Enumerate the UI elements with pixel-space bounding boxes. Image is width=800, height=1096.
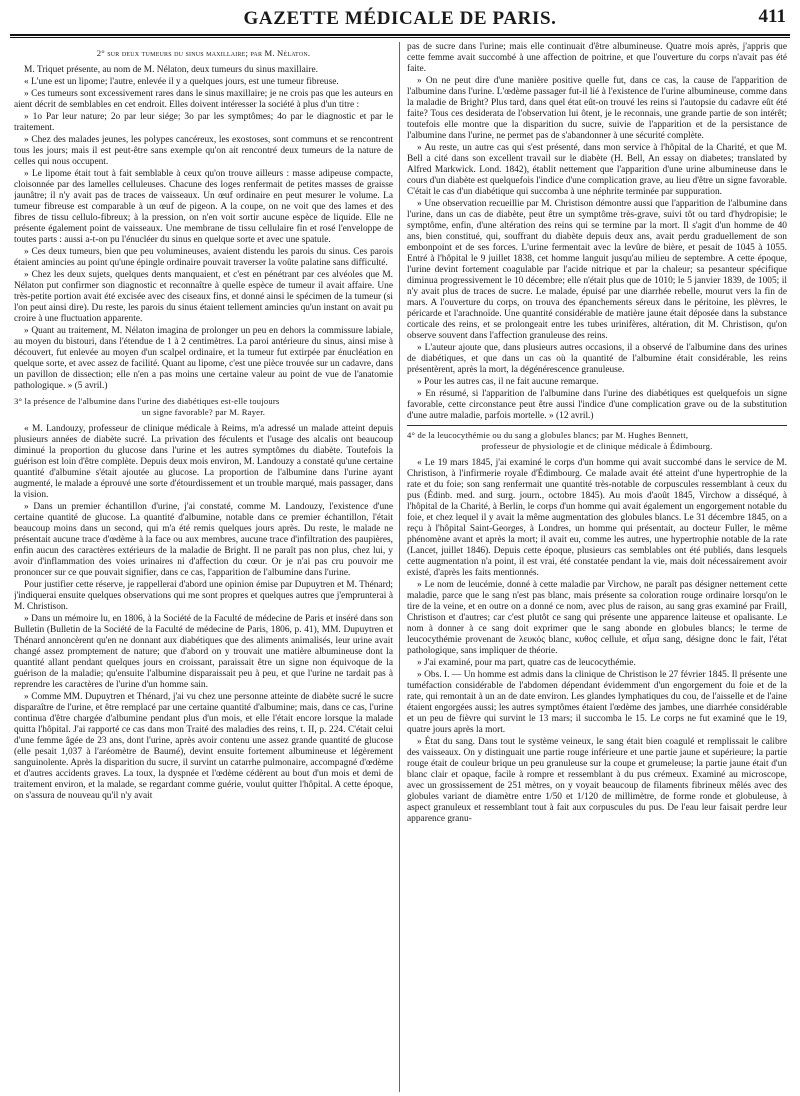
paragraph: » J'ai examiné, pour ma part, quatre cas de leucocythémie. xyxy=(417,658,636,668)
paragraph: pas de sucre dans l'urine; mais elle continuait d'être albumineuse. Quatre mois après, j'appris que cette femme avait succombé à une affection de poitrine, et que l'ouverture du corps n'avait pas été faite. xyxy=(407,42,787,74)
paragraph: M. Triquet présente, au nom de M. Nélaton, deux tumeurs du sinus maxillaire. xyxy=(24,65,318,75)
section-3-heading-line-1: 3° la présence de l'albumine dans l'urine des diabétiques est-elle toujours xyxy=(14,396,280,406)
section-3-heading-line-2: un signe favorable? par M. Rayer. xyxy=(141,407,266,417)
journal-title: GAZETTE MÉDICALE DE PARIS. xyxy=(243,8,557,29)
paragraph: » Dans un mémoire lu, en 1806, à la Société de la Faculté de médecine de Paris et inséré dans son Bulletin (Bulletin de la Société de la Faculté de médecine de Paris, 1806, p. 41), MM. Dupuytren et Thénard annoncèrent qu'en ne donnant aux diabétiques que des aliments animalisés, leur urine avait changé assez promptement de nature; que d'abord on y trouvait une matière albumineuse dont la quantité allant pendant quelques jours en croissant, paraissait être un signe non équivoque de la guérison de la maladie; qu'ensuite l'albumine disparaissait peu à peu, et que l'urine ne tardait pas à reprendre les caractères de l'urine d'un homme sain. xyxy=(14,614,393,690)
paragraph: » Pour les autres cas, il ne fait aucune remarque. xyxy=(417,377,599,387)
paragraph: » Ces tumeurs sont excessivement rares dans le sinus maxillaire; je ne crois pas que les auteurs en aient décrit de semblables en cet endroit. Elles doivent intéresser la société à plus d'un titre : xyxy=(14,89,393,110)
paragraph: » Chez des malades jeunes, les polypes cancéreux, les exostoses, sont communs et se rencontrent tous les jours; mais il est peut-être sans exemple qu'on ait rencontré deux tumeurs de la nature de celles qui nous occupent. xyxy=(14,135,393,167)
paragraph: « Le 19 mars 1845, j'ai examiné le corps d'un homme qui avait succombé dans le service de M. Christison, à l'infirmerie royale d'Édimbourg. Ce malade avait été atteint d'une hypertrophie de la rate et du foie; son sang renfermait une quantité très-notable de corpuscules ressemblant à ceux du pus (Édinb. med. and surg. journ., octobre 1845). Au mois d'août 1845, Virchow a disséqué, à l'hôpital de la Charité, à Berlin, le corps d'un homme qui avait également un engorgement notable du foie, et chez lequel il y avait la même augmentation des globules blancs. Le 31 décembre 1845, on a reçu à l'hôpital Saint-Georges, à Londres, un homme qui présentait, au docteur Fuller, le même phénomène avant et après la mort; il avait eu, comme les autres, une hypertrophie notable de la rate (Lancet, juillet 1846). Depuis cette époque, plusieurs cas semblables ont été publiés, dans lesquels cette augmentation n'a point, il est vrai, été constatée pendant la vie, mais doit nécessairement avoir existé, d'après les faits mentionnés. xyxy=(407,458,787,578)
section-4-heading xyxy=(407,430,787,452)
paragraph: « L'une est un lipome; l'autre, enlevée il y a quelques jours, est une tumeur fibreuse. xyxy=(24,77,339,87)
paragraph: » 1o Par leur nature; 2o par leur siége; 3o par les symptômes; 4o par le diagnostic et par le traitement. xyxy=(14,112,393,133)
paragraph: » État du sang. Dans tout le système veineux, le sang était bien coagulé et remplissait le calibre des vaisseaux. On y distinguait une partie rouge inférieure et une partie jaune et supérieure; la partie rouge était de couleur brique un peu granuleuse sur la coupe et grumeleuse; la partie jaune était d'un blanc clair et opaque, facile à rompre et ressemblant à du pus crémeux. Examiné au microscope, avec un grossissement de 251 mètres, on y voyait beaucoup de filaments fibrineux mêlés avec des globules variant de diamètre entre 1/50 et 1/120 de millimètre, de forme ronde et globuleuse, à aspect granuleux et ressemblant tout à fait aux corpuscules du pus. De l'eau leur faisait perdre leur apparence granu- xyxy=(407,737,787,824)
paragraph: » Dans un premier échantillon d'urine, j'ai constaté, comme M. Landouzy, l'existence d'une certaine quantité de glucose. La quantité d'albumine, notable dans ce premier échantillon, l'était beaucoup moins dans un second, qui m'a été remis quelques jours après. Du reste, le malade ne présentait aucune trace d'œdème à la face ou aux membres, aucune trace d'infiltration des paupières, enfin aucun des caractères extérieurs de la maladie de Bright. Il ne paraît pas non plus, chez lui, y avoir d'inflammation des voies urinaires ni d'affection du cœur. Or je n'ai pas cru pouvoir me prononcer sur ce que pouvait signifier, dans ce cas, l'apparition de l'albumine dans l'urine. xyxy=(14,502,393,578)
section-2-heading-text: 2° sur deux tumeurs du sinus maxillaire; par M. Nélaton. xyxy=(96,48,311,58)
paragraph: » Obs. I. — Un homme est admis dans la clinique de Christison le 27 février 1845. Il présente une tuméfaction considérable de l'abdomen dépendant évidemment d'un engorgement du foie et de la rate, qui remontait à un an de date environ. Les glandes lymphatiques du cou, de l'aisselle et de l'aine étaient engorgées aussi; les autres symptômes étaient l'œdème des jambes, une diarrhée considérable et un peu de fièvre qui survint le 13 mars; il succomba le 15. Le corps ne fut examiné que le 19, quatre jours après la mort. xyxy=(407,670,787,735)
paragraph: » Comme MM. Dupuytren et Thénard, j'ai vu chez une personne atteinte de diabète sucré le sucre disparaître de l'urine, et être remplacé par une certaine quantité d'albumine; mais, dans ce cas, l'urine continua d'être chargée d'albumine pendant plus d'un mois, et elle l'était encore lorsque la malade quitta l'hôpital. J'ai rapporté ce cas dans mon Traité des maladies des reins, t. II, p. 224. C'était celui d'une femme âgée de 23 ans, dont l'urine, après avoir contenu une assez grande quantité de glucose (elle pesait 1,037 à l'aréomètre de Baumé), devint ensuite fortement albumineuse et légèrement sanguinolente. Après la disparition du sucre, il survint un catarrhe pulmonaire, accompagné d'œdème et d'autres accidents graves. La toux, la dyspnée et l'œdème cédèrent au bout d'un mois et demi de traitement environ, et la malade, se regardant comme guérie, voulut quitter l'hôpital. A cette époque, on s'assura de nouveau qu'il n'y avait xyxy=(14,692,393,801)
right-column xyxy=(407,42,787,1092)
left-column xyxy=(14,42,393,1092)
section-4-heading-line-1: 4° de la leucocythémie ou du sang a globules blancs; par M. Hughes Bennett, xyxy=(407,430,689,440)
header-rule xyxy=(10,34,790,38)
paragraph: « M. Landouzy, professeur de clinique médicale à Reims, m'a adressé un malade atteint depuis plusieurs années de diabète sucré. La privation des féculents et l'usage des alcalis ont beaucoup diminué la proportion du glucose dans l'urine et les autres symptômes du diabète. Toutefois la guérison est loin d'être complète. Depuis deux mois environ, M. Landouzy a constaté qu'une certaine quantité d'albumine s'était ajoutée au glucose. La proportion de l'albumine dans l'urine ayant augmenté, le malade a éprouvé une sorte d'étourdissement et un trouble marqué, mais passager, dans la vision. xyxy=(14,424,393,500)
paragraph: » L'auteur ajoute que, dans plusieurs autres occasions, il a observé de l'albumine dans des urines de diabétiques, et que dans un cas où la quantité de l'albumine était considérable, les reins présentèrent, après la mort, la dégénérescence granuleuse. xyxy=(407,343,787,375)
paragraph: » En résumé, si l'apparition de l'albumine dans l'urine des diabétiques est quelquefois un signe favorable, cette circonstance peut être aussi l'indice d'une complication grave ou de la substitution d'une autre maladie, parfois mortelle. » (12 avril.) xyxy=(407,389,787,421)
paragraph: » Ces deux tumeurs, bien que peu volumineuses, avaient distendu les parois du sinus. Ces parois étaient amincies au point qu'une épingle ordinaire pouvait traverser la voûte palatine sans difficulté. xyxy=(14,247,393,268)
paragraph: » Le nom de leucémie, donné à cette maladie par Virchow, ne paraît pas désigner nettement cette maladie, parce que le sang n'est pas blanc, mais présente sa coloration rouge ordinaire lorsqu'on le tire de la veine, et en outre on a donné ce nom, avec plus de raison, au sang gras examiné par Fraill, Christison et d'autres; car c'est plutôt ce sang qui présente une apparence laiteuse et opalisante. Le nom à donner à ce sang doit exprimer que le sang abonde en globules blancs; le terme de leucocythémie provenant de λευκός blanc, κυθος cellule, et αἷμα sang, désigne donc le fait, l'état pathologique, sans impliquer de théorie. xyxy=(407,580,787,656)
paragraph: » Chez les deux sujets, quelques dents manquaient, et c'est en pénétrant par ces alvéoles que M. Nélaton put confirmer son diagnostic et reconnaître à quelle espèce de tumeur il avait affaire. Une très-petite portion avait été excisée avec des ciseaux fins, et donné ainsi le spécimen de la tumeur (si l'on peut ainsi dire). Du reste, les parois du sinus étaient tellement amincies qu'un instant on avait pu croire à une fluctuation apparente. xyxy=(14,270,393,324)
section-2-heading xyxy=(14,48,393,59)
section-3-heading xyxy=(14,396,393,418)
paragraph: » On ne peut dire d'une manière positive quelle fut, dans ce cas, la cause de l'apparition de l'albumine dans l'urine. L'œdème passager fut-il lié à l'existence de l'urine albumineuse, comme dans la maladie de Bright? Plus tard, dans quel état eût-on trouvé les reins si l'autopsie du cadavre eût été faite? Tous ces desiderata de l'observation lui ôtent, je le reconnais, une grande partie de son intérêt; toutefois elle montre que la disparition du sucre, suivie de l'apparition et de la persistance de l'albumine dans l'urine, ne permet pas de s'abandonner à une sécurité complète. xyxy=(407,76,787,141)
paragraph: Pour justifier cette réserve, je rappellerai d'abord une opinion émise par Dupuytren et M. Thénard; j'indiquerai ensuite quelques observations qui me sont propres et quelques autres que j'emprunterai à M. Christison. xyxy=(14,580,393,612)
paragraph: » Quant au traitement, M. Nélaton imagina de prolonger un peu en dehors la commissure labiale, au moyen du bistouri, dans l'étendue de 1 à 2 centimètres. La paroi antérieure du sinus, ainsi mise à découvert, fut enlevée au moyen d'un scalpel ordinaire, et la tumeur fut extirpée par énucléation en quelque sorte, et avec assez de facilité. Quant au lipome, c'est une pièce trouvée sur un cadavre, dans un pavillon de dissection; elle n'en a pas moins une certaine valeur au point de vue de l'anatomie pathologique. » (5 avril.) xyxy=(14,326,393,391)
section-4-heading-line-2: professeur de physiologie et de clinique médicale à Édimbourg. xyxy=(481,441,713,451)
page-number: 411 xyxy=(758,6,786,27)
paragraph: » Une observation recueillie par M. Christison démontre aussi que l'apparition de l'albumine dans l'urine, dans un cas de diabète, peut être un symptôme très-grave, suivi tôt ou tard d'hydropisie; le symptôme, enfin, d'une altération des reins qui se termine par la mort. Il s'agit d'un homme de 40 ans, bien constitué, qui, souffrant du diabète depuis deux ans, avait perdu graduellement de son embonpoint et de ses forces. L'urine fermentait avec la levûre de bière, et pesait de 1045 à 1055. Entré à l'hôpital le 9 juillet 1838, cet homme languit jusqu'au milieu de septembre. A cette époque, l'urine devint fortement coagulable par l'acide nitrique et par la chaleur; sa pesanteur spécifique diminua progressivement le 10 décembre; elle n'était plus que de 1010; le 5 janvier 1839, de 1005; il n'y avait plus de traces de sucre. Le malade, épuisé par une diarrhée rebelle, mourut vers la fin de mars. A l'ouverture du corps, on trouva des épanchements séreux dans le péritoine, les plèvres, le péricarde et l'arachnoïde. Une quantité considérable de matière jaune était déposée dans la substance corticale des reins, et se prolongeait entre les tubes urinifères, altération, dit M. Christison, qu'on observe souvent dans l'affection granuleuse des reins. xyxy=(407,199,787,341)
paragraph: » Au reste, un autre cas qui s'est présenté, dans mon service à l'hôpital de la Charité, et que M. Bell a cité dans son excellent travail sur le diabète (H. Bell, An essay on diabetes; translated by Alfred Markwick. Lond. 1842), établit nettement que l'apparition d'une urine albumineuse dans le cours d'un diabète est quelquefois l'indice d'une complication grave, au lieu d'être un signe favorable. C'était le cas d'un diabétique qui succomba à une néphrite terminée par suppuration. xyxy=(407,143,787,197)
column-divider xyxy=(399,42,400,1092)
page-header xyxy=(10,6,790,34)
paragraph: » Le lipome était tout à fait semblable à ceux qu'on trouve ailleurs : masse adipeuse compacte, cloisonnée par des lamelles celluleuses. Chacune des loges renfermait de petites masses de graisse jaunâtre; il n'y avait pas de traces de vaisseaux. Un œuf ordinaire en peut mesurer le volume. La tumeur fibreuse est comparable à un œuf de pigeon. A la coupe, on ne voit que des lames et des fibres de tissu cellulo-fibreux; à la pression, on n'en voit sortir aucune espèce de liquide. Elle ne présente également point de vaisseaux. Une membrane de tissu cellulaire fin et rosé l'enveloppe de toutes parts : aussi a-t-on pu l'énucléer du sinus en quelque sorte et avec une spatule. xyxy=(14,169,393,245)
section-separator xyxy=(407,425,787,426)
